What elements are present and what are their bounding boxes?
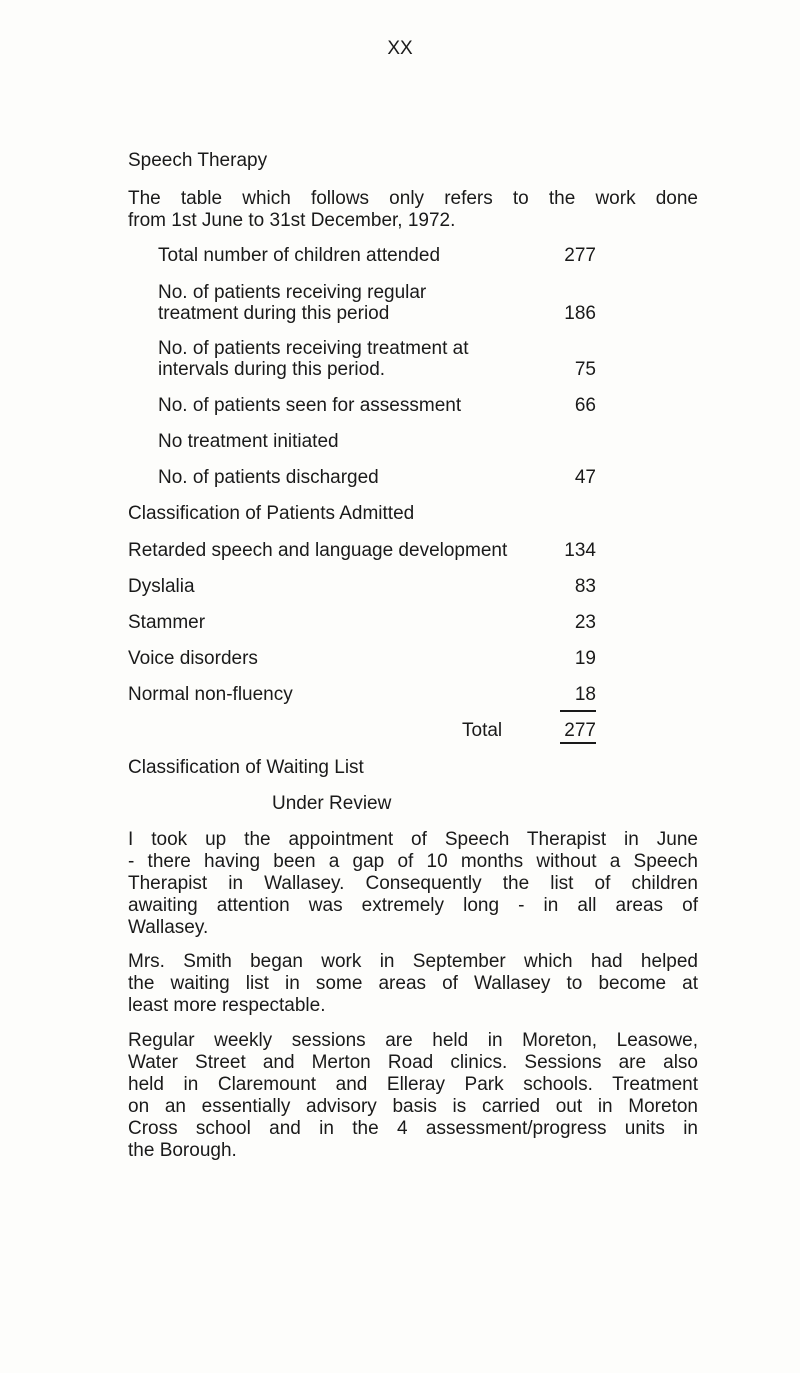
section-title: Speech Therapy — [128, 150, 268, 171]
waiting-subheading: Under Review — [272, 793, 392, 814]
stat-label-discharged: No. of patients discharged — [158, 467, 379, 488]
paragraph-line: Regular weekly sessions are held in Moreton, Leasowe, — [128, 1030, 698, 1051]
stat-value-discharged: 47 — [574, 467, 596, 488]
body-paragraph-2 — [128, 951, 698, 1017]
admitted-row-value: 18 — [574, 684, 596, 705]
admitted-row-value: 23 — [574, 612, 596, 633]
paragraph-line: - there having been a gap of 10 months without a Speech — [128, 851, 698, 872]
paragraph-line: I took up the appointment of Speech Therapist in June — [128, 829, 698, 850]
stat-label-total-attended: Total number of children attended — [158, 245, 441, 266]
admitted-row-label: Dyslalia — [128, 576, 195, 597]
paragraph-line: on an essentially advisory basis is carried out in Moreton — [128, 1096, 698, 1117]
admitted-total-label: Total — [462, 720, 503, 741]
paragraph-line: the Borough. — [128, 1140, 237, 1161]
stat-value-assessment: 66 — [574, 395, 596, 416]
paragraph-line: awaiting attention was extremely long - in all areas of — [128, 895, 698, 916]
stat-label-no-treatment: No treatment initiated — [158, 431, 339, 452]
intro-line: from 1st June to 31st December, 1972. — [128, 210, 456, 231]
admitted-total-value: 277 — [564, 720, 596, 741]
intro-line: The table which follows only refers to the work done — [128, 188, 698, 209]
total-top-rule — [560, 710, 596, 712]
intro-paragraph — [128, 188, 698, 232]
waiting-heading: Classification of Waiting List — [128, 757, 364, 778]
stat-label-assessment: No. of patients seen for assessment — [158, 395, 462, 416]
admitted-row-label: Normal non-fluency — [128, 684, 293, 705]
paragraph-line: least more respectable. — [128, 995, 326, 1016]
admitted-row-value: 134 — [564, 540, 596, 561]
body-paragraph-3 — [128, 1030, 698, 1162]
paragraph-line: the waiting list in some areas of Wallasey to become at — [128, 973, 698, 994]
paragraph-line: Mrs. Smith began work in September which had helped — [128, 951, 698, 972]
paragraph-line: held in Claremount and Elleray Park schools. Treatment — [128, 1074, 698, 1095]
stat-label-interval-treatment: No. of patients receiving treatment at — [158, 338, 469, 359]
admitted-row-label: Voice disorders — [128, 648, 258, 669]
paragraph-line: Water Street and Merton Road clinics. Sessions are also — [128, 1052, 698, 1073]
page-number: XX — [387, 38, 413, 59]
paragraph-line: Cross school and in the 4 assessment/progress units in — [128, 1118, 698, 1139]
stat-value-regular-treatment: 186 — [564, 303, 596, 324]
body-paragraph-1 — [128, 829, 698, 939]
admitted-row-label: Retarded speech and language development — [128, 540, 508, 561]
total-bottom-rule — [560, 742, 596, 744]
stat-label-regular-treatment-cont: treatment during this period — [158, 303, 390, 324]
stat-value-interval-treatment: 75 — [574, 359, 596, 380]
admitted-row-label: Stammer — [128, 612, 206, 633]
paragraph-line: Wallasey. — [128, 917, 209, 938]
paragraph-line: Therapist in Wallasey. Consequently the list of children — [128, 873, 698, 894]
admitted-row-value: 19 — [574, 648, 596, 669]
admitted-heading: Classification of Patients Admitted — [128, 503, 415, 524]
stat-label-interval-treatment-cont: intervals during this period. — [158, 359, 386, 380]
stat-value-total-attended: 277 — [564, 245, 596, 266]
admitted-row-value: 83 — [574, 576, 596, 597]
stat-label-regular-treatment: No. of patients receiving regular — [158, 282, 427, 303]
